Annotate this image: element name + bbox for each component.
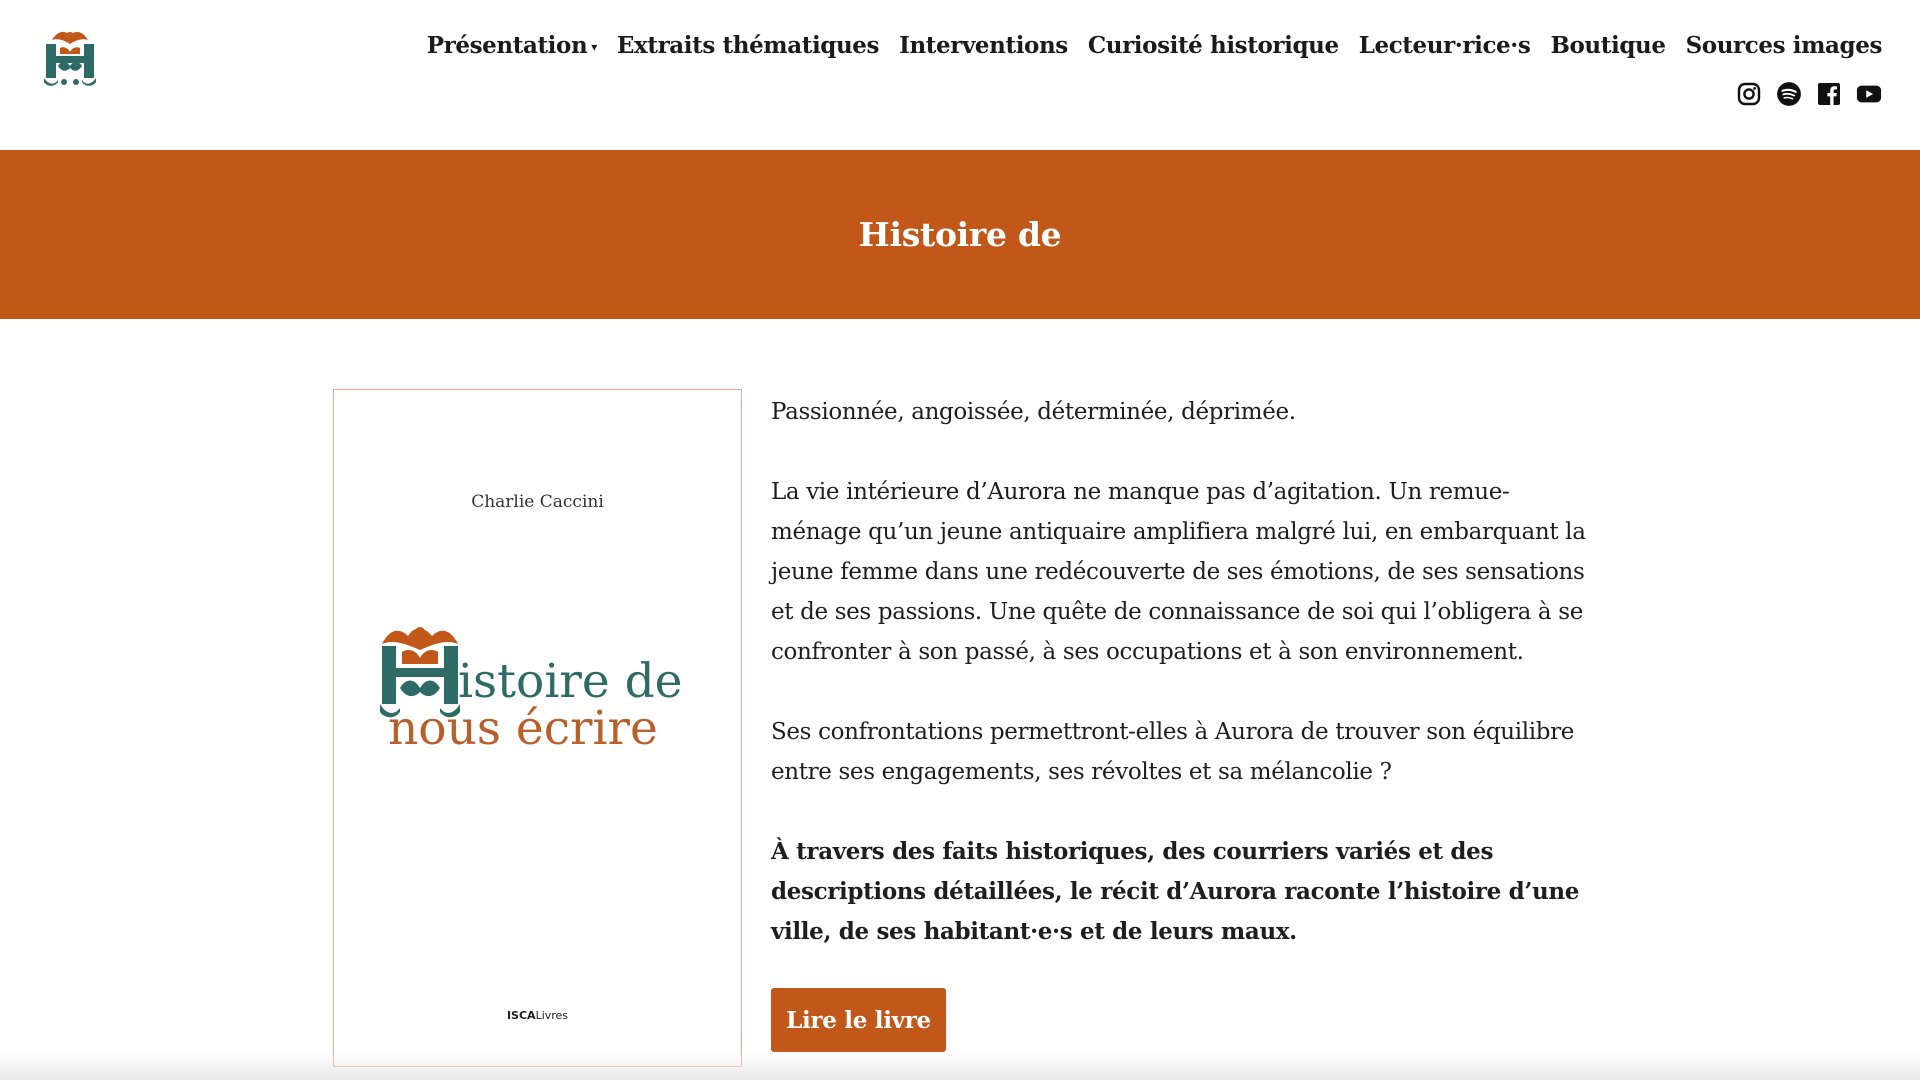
page-banner — [0, 150, 1920, 319]
spotify-icon[interactable] — [1776, 81, 1802, 107]
cover-title-line2: nous écrire — [388, 701, 658, 756]
facebook-icon[interactable] — [1816, 81, 1842, 107]
social-links — [1736, 81, 1882, 107]
description-paragraph: Ses confrontations permettront-elles à Aurora de trouver son équilibre entre ses engagements, ses révoltes et sa mélancolie ? — [771, 719, 1575, 785]
bottom-fade — [0, 1050, 1920, 1080]
nav-item-extraits[interactable]: Extraits thématiques — [616, 32, 880, 59]
main-nav — [407, 32, 1882, 59]
book-cover — [333, 389, 742, 1067]
nav-item-curiosite[interactable]: Curiosité historique — [1087, 32, 1339, 59]
cover-author: Charlie Caccini — [471, 492, 604, 512]
logo-monogram-icon — [38, 26, 102, 90]
nav-item-sources[interactable]: Sources images — [1685, 32, 1882, 59]
nav-item-lecteurs[interactable]: Lecteur·rice·s — [1358, 32, 1531, 59]
page-title: Histoire de — [858, 215, 1062, 254]
nav-item-boutique[interactable]: Boutique — [1550, 32, 1666, 59]
youtube-icon[interactable] — [1856, 81, 1882, 107]
book-description — [771, 392, 1591, 992]
nav-item-presentation[interactable] — [427, 32, 597, 59]
description-paragraph: La vie intérieure d’Aurora ne manque pas d’agitation. Un remue-ménage qu’un jeune antiquaire amplifiera malgré lui, en embarquant la jeune femme dans une redécouverte de ses émotions, de ses sensations et de ses passions. Une quête de connaissance de soi qui l’obligera à se confronter à son passé, à ses occupations et à son environnement. — [771, 479, 1586, 665]
cover-title-graphic — [378, 618, 718, 758]
site-header — [0, 0, 1920, 150]
cover-title-line1: istoire de — [458, 654, 683, 709]
nav-item-label: Présentation — [426, 32, 588, 59]
read-book-button[interactable]: Lire le livre — [771, 988, 946, 1052]
description-highlight: À travers des faits historiques, des courriers variés et des descriptions détaillées, le récit d’Aurora raconte l’histoire d’une ville, de ses habitant·e·s et de leurs maux. — [771, 838, 1579, 945]
chevron-down-icon: ▾ — [591, 40, 597, 54]
site-logo[interactable] — [38, 26, 102, 90]
nav-item-interventions[interactable]: Interventions — [899, 32, 1068, 59]
cover-publisher: ISCALivres — [506, 1009, 569, 1022]
description-paragraph: Passionnée, angoissée, déterminée, déprimée. — [771, 399, 1296, 425]
instagram-icon[interactable] — [1736, 81, 1762, 107]
